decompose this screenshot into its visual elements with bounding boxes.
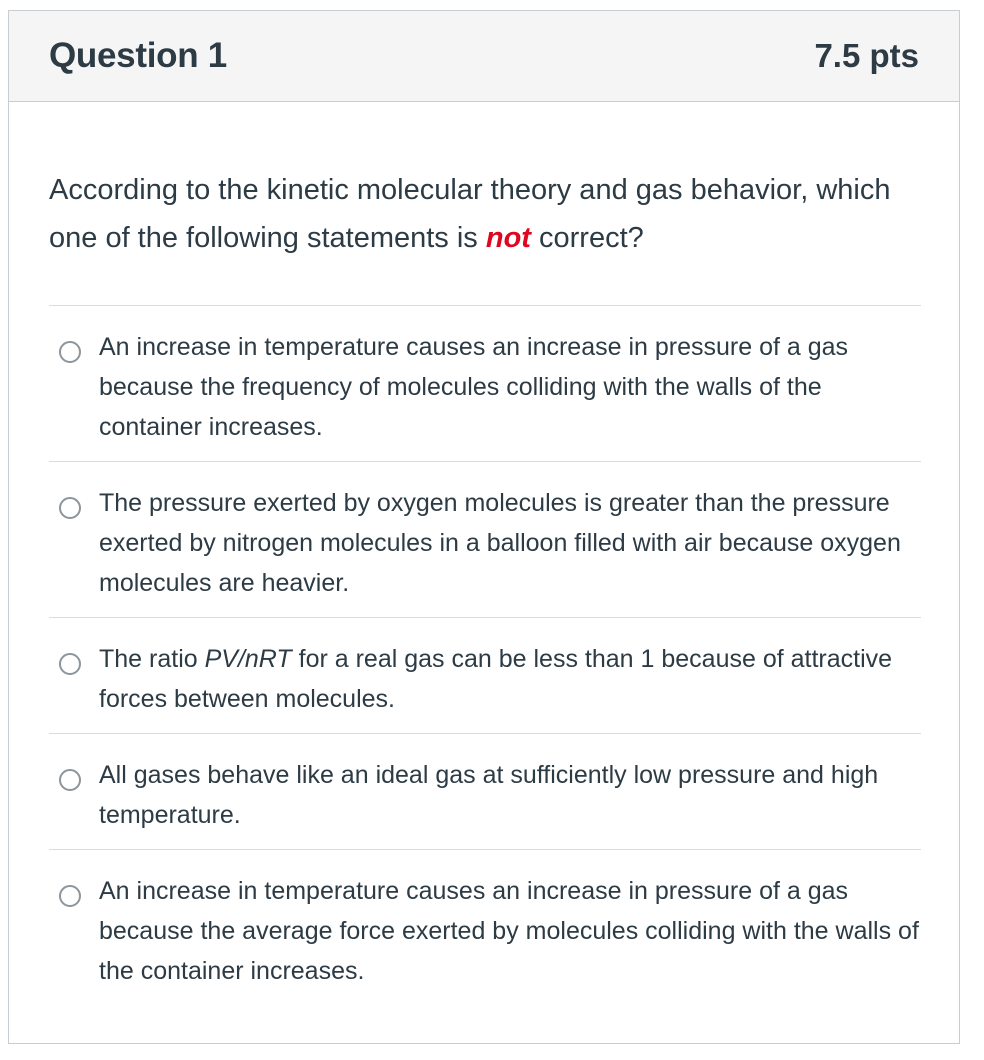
- answer-option-2[interactable]: [49, 461, 921, 617]
- answer-3-text-end: for a real gas can be less than 1 because of attractive forces between molecules.: [99, 645, 893, 713]
- answer-list: [49, 305, 921, 999]
- answer-3-formula: PV/nRT: [204, 645, 292, 673]
- question-prompt: [49, 166, 919, 262]
- answer-label-4[interactable]: All gases behave like an ideal gas at sufficiently low pressure and high temperature.: [99, 761, 879, 829]
- answer-label-2[interactable]: The pressure exerted by oxygen molecules is greater than the pressure exerted by nitrogen molecules in a balloon filled with air because oxygen molecules are heavier.: [99, 489, 901, 597]
- prompt-emphasis: not: [485, 222, 531, 254]
- answer-option-5[interactable]: [49, 849, 921, 999]
- question-points: 7.5 pts: [814, 37, 919, 74]
- answer-option-1[interactable]: [49, 305, 921, 461]
- prompt-text-end: correct?: [530, 222, 644, 254]
- radio-button-3[interactable]: [59, 653, 81, 675]
- answer-label-5[interactable]: An increase in temperature causes an increase in pressure of a gas because the average force exerted by molecules colliding with the walls of the container increases.: [99, 877, 919, 985]
- question-card: [8, 10, 960, 1044]
- radio-button-4[interactable]: [59, 769, 81, 791]
- answer-option-3[interactable]: [49, 617, 921, 733]
- question-header: [9, 11, 959, 102]
- question-title: Question 1: [49, 36, 227, 75]
- answer-label-3[interactable]: [99, 639, 921, 719]
- prompt-text-start: According to the kinetic molecular theory and gas behavior, which one of the following statements is: [49, 174, 891, 254]
- answer-option-4[interactable]: [49, 733, 921, 849]
- answer-3-text-start: The ratio: [99, 645, 205, 673]
- radio-button-1[interactable]: [59, 341, 81, 363]
- radio-button-2[interactable]: [59, 497, 81, 519]
- radio-button-5[interactable]: [59, 885, 81, 907]
- answer-label-1[interactable]: An increase in temperature causes an increase in pressure of a gas because the frequency of molecules colliding with the walls of the container increases.: [99, 333, 849, 441]
